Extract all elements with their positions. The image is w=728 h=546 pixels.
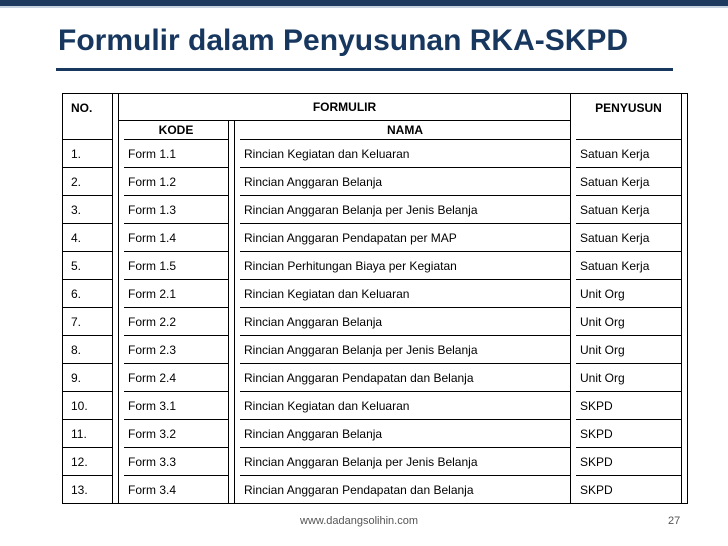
row-nama: Rincian Kegiatan dan Keluaran — [240, 279, 570, 307]
header-formulir-cell — [118, 94, 570, 121]
row-kode: Form 2.1 — [124, 279, 228, 307]
divider-cell — [681, 391, 687, 419]
row-penyusun: Unit Org — [576, 335, 681, 363]
divider-cell — [681, 335, 687, 363]
divider-cell — [681, 121, 687, 139]
table-row — [63, 223, 687, 251]
row-penyusun: Satuan Kerja — [576, 223, 681, 251]
table-row — [63, 279, 687, 307]
divider-cell — [681, 195, 687, 223]
divider-cell — [681, 279, 687, 307]
row-penyusun: Unit Org — [576, 363, 681, 391]
row-no: 8. — [63, 335, 112, 363]
row-nama: Rincian Kegiatan dan Keluaran — [240, 139, 570, 167]
divider-cell — [681, 94, 687, 121]
row-penyusun: SKPD — [576, 391, 681, 419]
row-kode: Form 2.4 — [124, 363, 228, 391]
empty-cell — [63, 121, 112, 139]
slide-title: Formulir dalam Penyusunan RKA-SKPD — [58, 24, 629, 57]
row-nama: Rincian Anggaran Belanja — [240, 167, 570, 195]
row-no: 12. — [63, 447, 112, 475]
row-nama: Rincian Anggaran Belanja — [240, 419, 570, 447]
divider-cell — [681, 167, 687, 195]
row-no: 13. — [63, 475, 112, 503]
header-formulir: FORMULIR — [312, 100, 377, 114]
row-penyusun: SKPD — [576, 419, 681, 447]
table-row — [63, 391, 687, 419]
row-kode: Form 1.4 — [124, 223, 228, 251]
row-kode: Form 1.2 — [124, 167, 228, 195]
header-kode: KODE — [158, 123, 194, 137]
header-row — [63, 94, 687, 121]
row-penyusun: Unit Org — [576, 307, 681, 335]
table-row — [63, 251, 687, 279]
row-kode: Form 2.3 — [124, 335, 228, 363]
table-row — [63, 335, 687, 363]
row-nama: Rincian Anggaran Belanja per Jenis Belanja — [240, 335, 570, 363]
row-no: 1. — [63, 139, 112, 167]
row-penyusun: Satuan Kerja — [576, 167, 681, 195]
table-row — [63, 447, 687, 475]
row-penyusun: Satuan Kerja — [576, 139, 681, 167]
row-kode: Form 1.5 — [124, 251, 228, 279]
table-row — [63, 139, 687, 167]
row-no: 9. — [63, 363, 112, 391]
row-nama: Rincian Anggaran Belanja per Jenis Belanja — [240, 447, 570, 475]
forms-table — [62, 93, 688, 504]
row-nama: Rincian Anggaran Pendapatan per MAP — [240, 223, 570, 251]
row-penyusun: Satuan Kerja — [576, 251, 681, 279]
row-kode: Form 1.3 — [124, 195, 228, 223]
divider-cell — [681, 419, 687, 447]
divider-cell — [681, 139, 687, 167]
row-kode: Form 3.3 — [124, 447, 228, 475]
header-no: NO. — [71, 100, 93, 115]
row-no: 10. — [63, 391, 112, 419]
divider-cell — [681, 475, 687, 503]
row-penyusun: Satuan Kerja — [576, 195, 681, 223]
row-no: 6. — [63, 279, 112, 307]
row-nama: Rincian Anggaran Pendapatan dan Belanja — [240, 475, 570, 503]
header-penyusun: PENYUSUN — [595, 100, 662, 115]
row-kode: Form 3.4 — [124, 475, 228, 503]
table-row — [63, 363, 687, 391]
row-nama: Rincian Perhitungan Biaya per Kegiatan — [240, 251, 570, 279]
footer-website: www.dadangsolihin.com — [300, 515, 419, 527]
row-nama: Rincian Anggaran Belanja per Jenis Belanja — [240, 195, 570, 223]
row-kode: Form 1.1 — [124, 139, 228, 167]
row-no: 7. — [63, 307, 112, 335]
subheader-row — [63, 121, 687, 139]
row-no: 2. — [63, 167, 112, 195]
row-penyusun: Unit Org — [576, 279, 681, 307]
title-underline — [56, 68, 673, 71]
row-no: 3. — [63, 195, 112, 223]
top-accent-line — [0, 6, 728, 8]
table-row — [63, 167, 687, 195]
row-kode: Form 2.2 — [124, 307, 228, 335]
divider-cell — [681, 447, 687, 475]
row-kode: Form 3.2 — [124, 419, 228, 447]
divider-cell — [681, 223, 687, 251]
row-nama: Rincian Anggaran Pendapatan dan Belanja — [240, 363, 570, 391]
row-penyusun: SKPD — [576, 475, 681, 503]
row-no: 11. — [63, 419, 112, 447]
empty-cell — [576, 121, 681, 139]
row-nama: Rincian Anggaran Belanja — [240, 307, 570, 335]
divider-cell — [681, 251, 687, 279]
table-row — [63, 195, 687, 223]
divider-cell — [681, 307, 687, 335]
page-number: 27 — [668, 515, 681, 527]
row-no: 4. — [63, 223, 112, 251]
row-penyusun: SKPD — [576, 447, 681, 475]
row-kode: Form 3.1 — [124, 391, 228, 419]
table-row — [63, 419, 687, 447]
divider-cell — [681, 363, 687, 391]
table-row — [63, 307, 687, 335]
table-row — [63, 475, 687, 503]
row-nama: Rincian Kegiatan dan Keluaran — [240, 391, 570, 419]
header-nama: NAMA — [387, 123, 423, 137]
row-no: 5. — [63, 251, 112, 279]
